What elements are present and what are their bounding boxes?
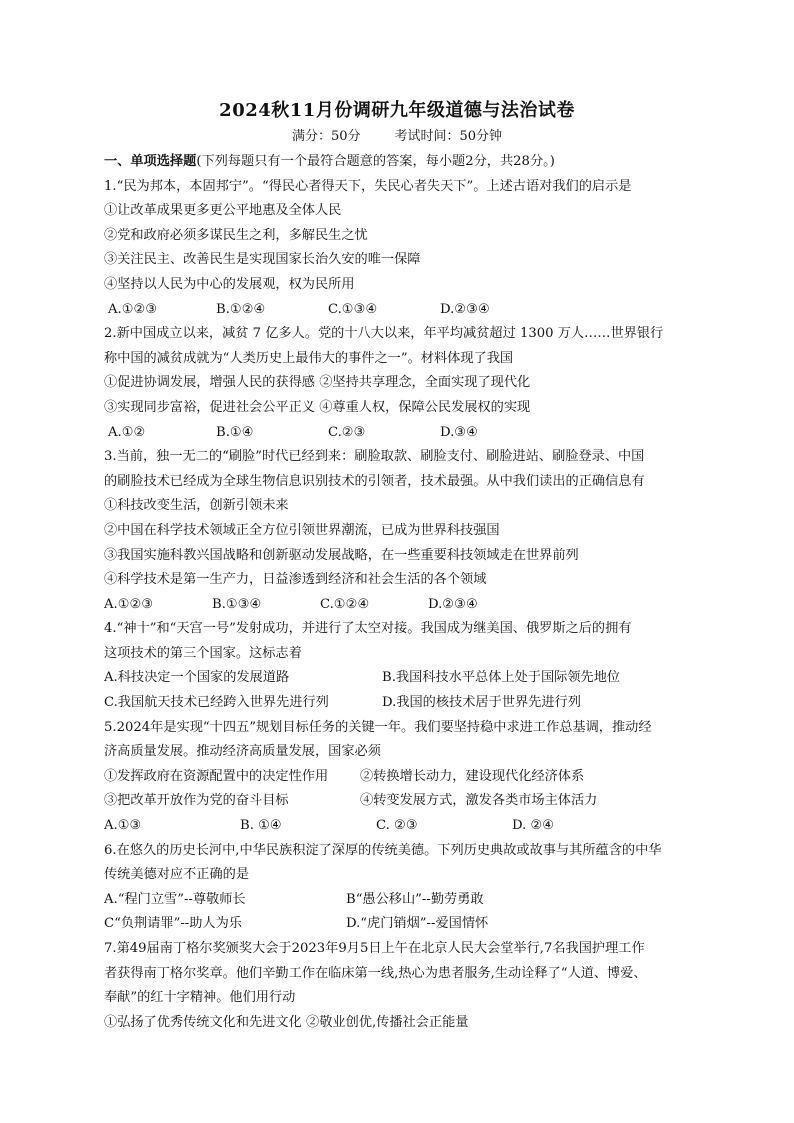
question-1-item: ②党和政府必须多谋民生之利，多解民生之忧 (104, 227, 368, 243)
question-3-item: ①科技改变生活，创新引领未来 (104, 498, 289, 514)
question-2-option-a: A.①② (108, 424, 146, 440)
exam-subtitle (0, 125, 794, 144)
exam-title: 2024秋11月份调研九年级道德与法治试卷 (219, 100, 575, 121)
question-3-item: ②中国在科学技术领域正全方位引领世界潮流，已成为世界科技强国 (104, 522, 500, 538)
question-3-stem: 的刷脸技术已经成为全球生物信息识别技术的引领者，技术最强。从中我们读出的正确信息有 (104, 473, 645, 489)
question-1-item: ④坚持以人民为中心的发展观，权为民所用 (104, 276, 355, 292)
question-4-option-b: B.我国科技水平总体上处于国际领先地位 (382, 670, 621, 686)
question-6-stem: 传统美德对应不正确的是 (104, 867, 250, 883)
question-5-items-12 (104, 765, 704, 790)
section-heading: 一、单项选择题 (104, 154, 197, 169)
question-5-item: ④转变发展方式，激发各类市场主体活力 (360, 793, 598, 809)
question-3-options (104, 593, 704, 618)
question-7-stem: 7.第49届南丁格尔奖颁奖大会于2023年9月5日上午在北京人民大会堂举行,7名我国护理工作 (104, 941, 645, 956)
question-2-option-c: C.②③ (328, 424, 366, 440)
question-6-options-ab (104, 888, 704, 913)
question-1-option-b: B.①②④ (216, 301, 266, 317)
question-2-option-d: D.③④ (440, 424, 478, 440)
question-4-options-ab (104, 666, 704, 691)
question-7-stem: 奉献”的红十字精神。他们用行动 (104, 990, 296, 1006)
question-3-item: ③我国实施科教兴国战略和创新驱动发展战略，在一些重要科技领域走在世界前列 (104, 547, 579, 563)
question-2-options (104, 421, 704, 446)
question-1-option-d: D.②③④ (440, 301, 490, 317)
question-1-item: ③关注民主、改善民生是实现国家长治久安的唯一保障 (104, 252, 421, 268)
question-4-stem: 这项技术的第三个国家。这标志着 (104, 645, 302, 661)
question-2-stem: 称中国的减贫成就为“人类历史上最伟大的事件之一”。材料体现了我国 (104, 350, 514, 366)
question-4-options-cd (104, 691, 704, 716)
question-3-option-c: C.①②④ (320, 596, 370, 612)
question-4-option-d: D.我国的核技术居于世界先进行列 (382, 695, 581, 711)
question-1-option-a: A.①②③ (108, 301, 158, 317)
question-1-stem: 1.“民为邦本，本固邦宁”。“得民心者得天下，失民心者失天下”。上述古语对我们的启示是 (104, 178, 632, 194)
question-5-option-a: A.①③ (104, 818, 142, 834)
question-1-option-c: C.①③④ (328, 301, 378, 317)
question-3-item: ④科学技术是第一生产力，日益渗透到经济和社会生活的各个领域 (104, 572, 487, 588)
question-4-option-a: A.科技决定一个国家的发展道路 (104, 670, 290, 686)
question-6-options-cd (104, 912, 704, 937)
question-6-option-a: A.“程门立雪”--尊敬师长 (104, 891, 246, 907)
question-2-option-b: B.①④ (216, 424, 254, 440)
question-7-item: ①弘扬了优秀传统文化和先进文化 ②敬业创优,传播社会正能量 (104, 1014, 469, 1030)
section-heading-line (104, 150, 704, 175)
question-5-item: ①发挥政府在资源配置中的决定性作用 (104, 768, 329, 784)
question-5-option-b: B. ①④ (240, 818, 282, 834)
question-4-option-c: C.我国航天技术已经跨入世界先进行列 (104, 695, 329, 711)
question-2-item: ③实现同步富裕，促进社会公平正义 ④尊重人权，保障公民发展权的实现 (104, 399, 531, 415)
question-3-option-b: B.①③④ (212, 596, 262, 612)
question-7-stem: 者获得南丁格尔奖章。他们辛勤工作在临床第一线,热心为患者服务,生动诠释了“人道、博爱、 (104, 965, 647, 981)
question-1-item: ①让改革成果更多更公平地惠及全体人民 (104, 203, 342, 219)
exam-content (104, 150, 704, 1035)
question-2-stem: 2.新中国成立以来，减贫 7 亿多人。党的十八大以来，年平均减贫超过 1300 万人……世界银行 (104, 326, 664, 342)
question-3-option-d: D.②③④ (428, 596, 478, 612)
question-3-option-a: A.①②③ (104, 596, 154, 612)
question-6-option-b: B“愚公移山”--勤劳勇敢 (346, 891, 484, 907)
question-6-stem: 6.在悠久的历史长河中,中华民族积淀了深厚的传统美德。下列历史典故或故事与其所蕴含的中华 (104, 842, 662, 858)
question-2-item: ①促进协调发展，增强人民的获得感 ②坚持共享理念，全面实现了现代化 (104, 375, 531, 391)
question-6-option-d: D.“虎门销烟”--爱国情怀 (346, 916, 489, 932)
question-4-stem: 4.“神十”和“天宫一号”发射成功，并进行了太空对接。我国成为继美国、俄罗斯之后的拥有 (104, 621, 632, 637)
question-5-options (104, 814, 704, 839)
question-5-stem: 5.2024年是实现“十四五”规划目标任务的关键一年。我们要坚持稳中求进工作总基调，推动经 (104, 719, 652, 735)
exam-time: 考试时间：50分钟 (394, 129, 503, 144)
question-5-item: ②转换增长动力，建设现代化经济体系 (360, 768, 585, 784)
full-score: 满分：50分 (291, 129, 361, 144)
section-note: (下列每题只有一个最符合题意的答案，每小题2分，共28分。) (196, 154, 555, 169)
question-1-options (104, 298, 704, 323)
question-5-items-34 (104, 789, 704, 814)
question-5-item: ③把改革开放作为党的奋斗目标 (104, 793, 289, 809)
question-5-stem: 济高质量发展。推动经济高质量发展，国家必须 (104, 744, 381, 760)
question-5-option-c: C. ②③ (376, 818, 418, 834)
question-3-stem: 3.当前，独一无二的“刷脸”时代已经到来：刷脸取款、刷脸支付、刷脸进站、刷脸登录、中国 (104, 449, 645, 465)
question-6-option-c: C“负荆请罪”--助人为乐 (104, 916, 242, 932)
question-5-option-d: D. ②④ (512, 818, 555, 834)
